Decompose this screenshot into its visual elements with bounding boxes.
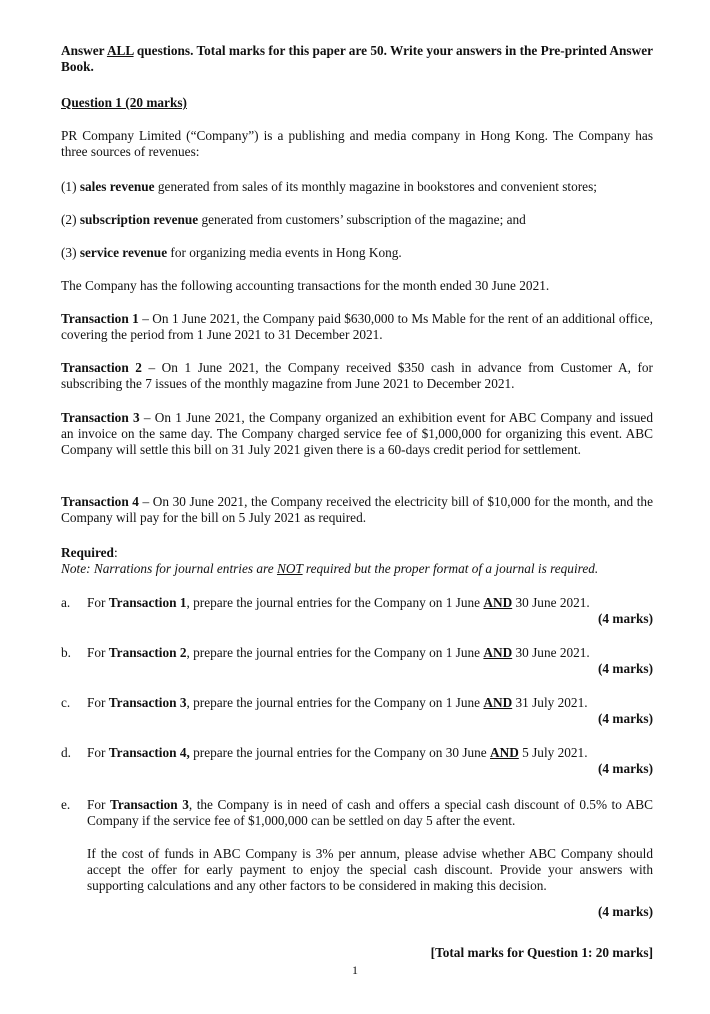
revenue-source-3 bbox=[61, 245, 653, 261]
question-heading: Question 1 (20 marks) bbox=[61, 95, 187, 110]
item-pre: For bbox=[87, 595, 109, 610]
item-transaction: Transaction 3 bbox=[108, 695, 187, 710]
item-marks: (4 marks) bbox=[597, 711, 653, 726]
transaction-label: Transaction 1 bbox=[61, 311, 139, 326]
transaction-1 bbox=[61, 311, 653, 343]
source-text: generated from sales of its monthly magazine in bookstores and convenient stores; bbox=[154, 179, 597, 194]
item-and: AND bbox=[483, 595, 513, 610]
transaction-3 bbox=[61, 410, 653, 458]
transactions-intro: The Company has the following accounting transactions for the month ended 30 June 2021. bbox=[61, 278, 550, 293]
required-item-e bbox=[61, 797, 653, 920]
source-text: generated from customers’ subscription of the magazine; and bbox=[198, 212, 526, 227]
required-item-a bbox=[61, 595, 653, 627]
source-text: for organizing media events in Hong Kong. bbox=[167, 245, 402, 260]
source-prefix: (1) bbox=[61, 179, 80, 194]
item-mid: , prepare the journal entries for the Company on 1 June bbox=[186, 645, 484, 660]
required-label: Required bbox=[61, 545, 114, 560]
item-text bbox=[87, 745, 653, 761]
item-mid: prepare the journal entries for the Company on 30 June bbox=[189, 745, 491, 760]
item-mid: , prepare the journal entries for the Company on 1 June bbox=[186, 695, 484, 710]
item-post: 30 June 2021. bbox=[512, 595, 590, 610]
transaction-label: Transaction 2 bbox=[61, 360, 142, 375]
required-item-c bbox=[61, 695, 653, 727]
instructions-all: ALL bbox=[106, 43, 134, 58]
required-item-d bbox=[61, 745, 653, 777]
transaction-text: – On 1 June 2021, the Company received $350 cash in advance from Customer A, for subscribing the 7 issues of the monthly magazine from June 2021 to December 2021. bbox=[61, 360, 653, 391]
item-and: AND bbox=[490, 745, 519, 760]
item-marks: (4 marks) bbox=[597, 904, 653, 919]
question-total: [Total marks for Question 1: 20 marks] bbox=[430, 945, 653, 960]
transaction-text: – On 1 June 2021, the Company organized an exhibition event for ABC Company and issued an invoice on the same day. The Company charged service fee of $1,000,000 for organizing this event. ABC Company will settle this bill on 31 July 2021 given there is a 60-days credit period for settlement. bbox=[61, 410, 653, 457]
item-marker: e. bbox=[61, 797, 71, 812]
item-pre: For bbox=[87, 745, 109, 760]
item-transaction: Transaction 1 bbox=[108, 595, 187, 610]
item-text bbox=[87, 797, 653, 829]
required-heading bbox=[61, 545, 653, 561]
item-text bbox=[87, 595, 653, 611]
source-name: subscription revenue bbox=[79, 212, 199, 227]
required-item-b bbox=[61, 645, 653, 677]
note-text-2: required but the proper format of a journal is required. bbox=[302, 561, 599, 576]
item-marks: (4 marks) bbox=[597, 761, 653, 776]
item-text bbox=[87, 695, 653, 711]
note-text-1: Note: Narrations for journal entries are bbox=[61, 561, 277, 576]
page-number: 1 bbox=[352, 963, 358, 977]
item-post: 31 July 2021. bbox=[512, 695, 588, 710]
item-marker: a. bbox=[61, 595, 71, 610]
item-and: AND bbox=[483, 695, 513, 710]
item-pre: For bbox=[87, 797, 110, 812]
note-not: NOT bbox=[276, 561, 303, 576]
company-description: PR Company Limited (“Company”) is a publishing and media company in Hong Kong. The Company has three sources of revenues: bbox=[61, 128, 653, 159]
item-post: 5 July 2021. bbox=[518, 745, 588, 760]
item-marker: c. bbox=[61, 695, 71, 710]
transaction-4 bbox=[61, 494, 653, 526]
required-note bbox=[61, 561, 653, 577]
source-prefix: (2) bbox=[61, 212, 80, 227]
item-text bbox=[87, 645, 653, 661]
instructions-text-2: questions. Total marks for this paper are 50. Write your answers in the Pre-printed Answer Book. bbox=[61, 43, 654, 74]
transaction-label: Transaction 3 bbox=[61, 410, 140, 425]
item-transaction: Transaction 2 bbox=[108, 645, 187, 660]
transaction-2 bbox=[61, 360, 653, 392]
item-transaction: Transaction 3 bbox=[109, 797, 189, 812]
item-marks: (4 marks) bbox=[597, 611, 653, 626]
source-name: sales revenue bbox=[79, 179, 155, 194]
instructions bbox=[61, 43, 653, 75]
instructions-text-1: Answer bbox=[61, 43, 107, 58]
item-marker: d. bbox=[61, 745, 71, 760]
item-pre: For bbox=[87, 695, 109, 710]
item-and: AND bbox=[483, 645, 513, 660]
required-colon: : bbox=[113, 545, 118, 560]
item-post: 30 June 2021. bbox=[512, 645, 590, 660]
revenue-source-1 bbox=[61, 179, 653, 195]
item-text-1: , the Company is in need of cash and offers a special cash discount of 0.5% to ABC Company if the service fee of $1,000,000 can be settled on day 5 after the event. bbox=[87, 797, 653, 828]
item-pre: For bbox=[87, 645, 109, 660]
source-name: service revenue bbox=[79, 245, 168, 260]
source-prefix: (3) bbox=[61, 245, 80, 260]
item-marks: (4 marks) bbox=[597, 661, 653, 676]
revenue-source-2 bbox=[61, 212, 653, 228]
transaction-text: – On 1 June 2021, the Company paid $630,000 to Ms Mable for the rent of an additional office, covering the period from 1 June 2021 to 31 December 2021. bbox=[61, 311, 653, 342]
transaction-text: – On 30 June 2021, the Company received the electricity bill of $10,000 for the month, and the Company will pay for the bill on 5 July 2021 as required. bbox=[61, 494, 653, 525]
item-mid: , prepare the journal entries for the Company on 1 June bbox=[186, 595, 484, 610]
item-marker: b. bbox=[61, 645, 71, 660]
item-text-2: If the cost of funds in ABC Company is 3% per annum, please advise whether ABC Company should accept the offer for early payment to enjoy the special cash discount. Provide your answers with supporting calculations and any other factors to be considered in making this decision. bbox=[87, 846, 653, 893]
item-transaction: Transaction 4, bbox=[108, 745, 190, 760]
transaction-label: Transaction 4 bbox=[61, 494, 139, 509]
